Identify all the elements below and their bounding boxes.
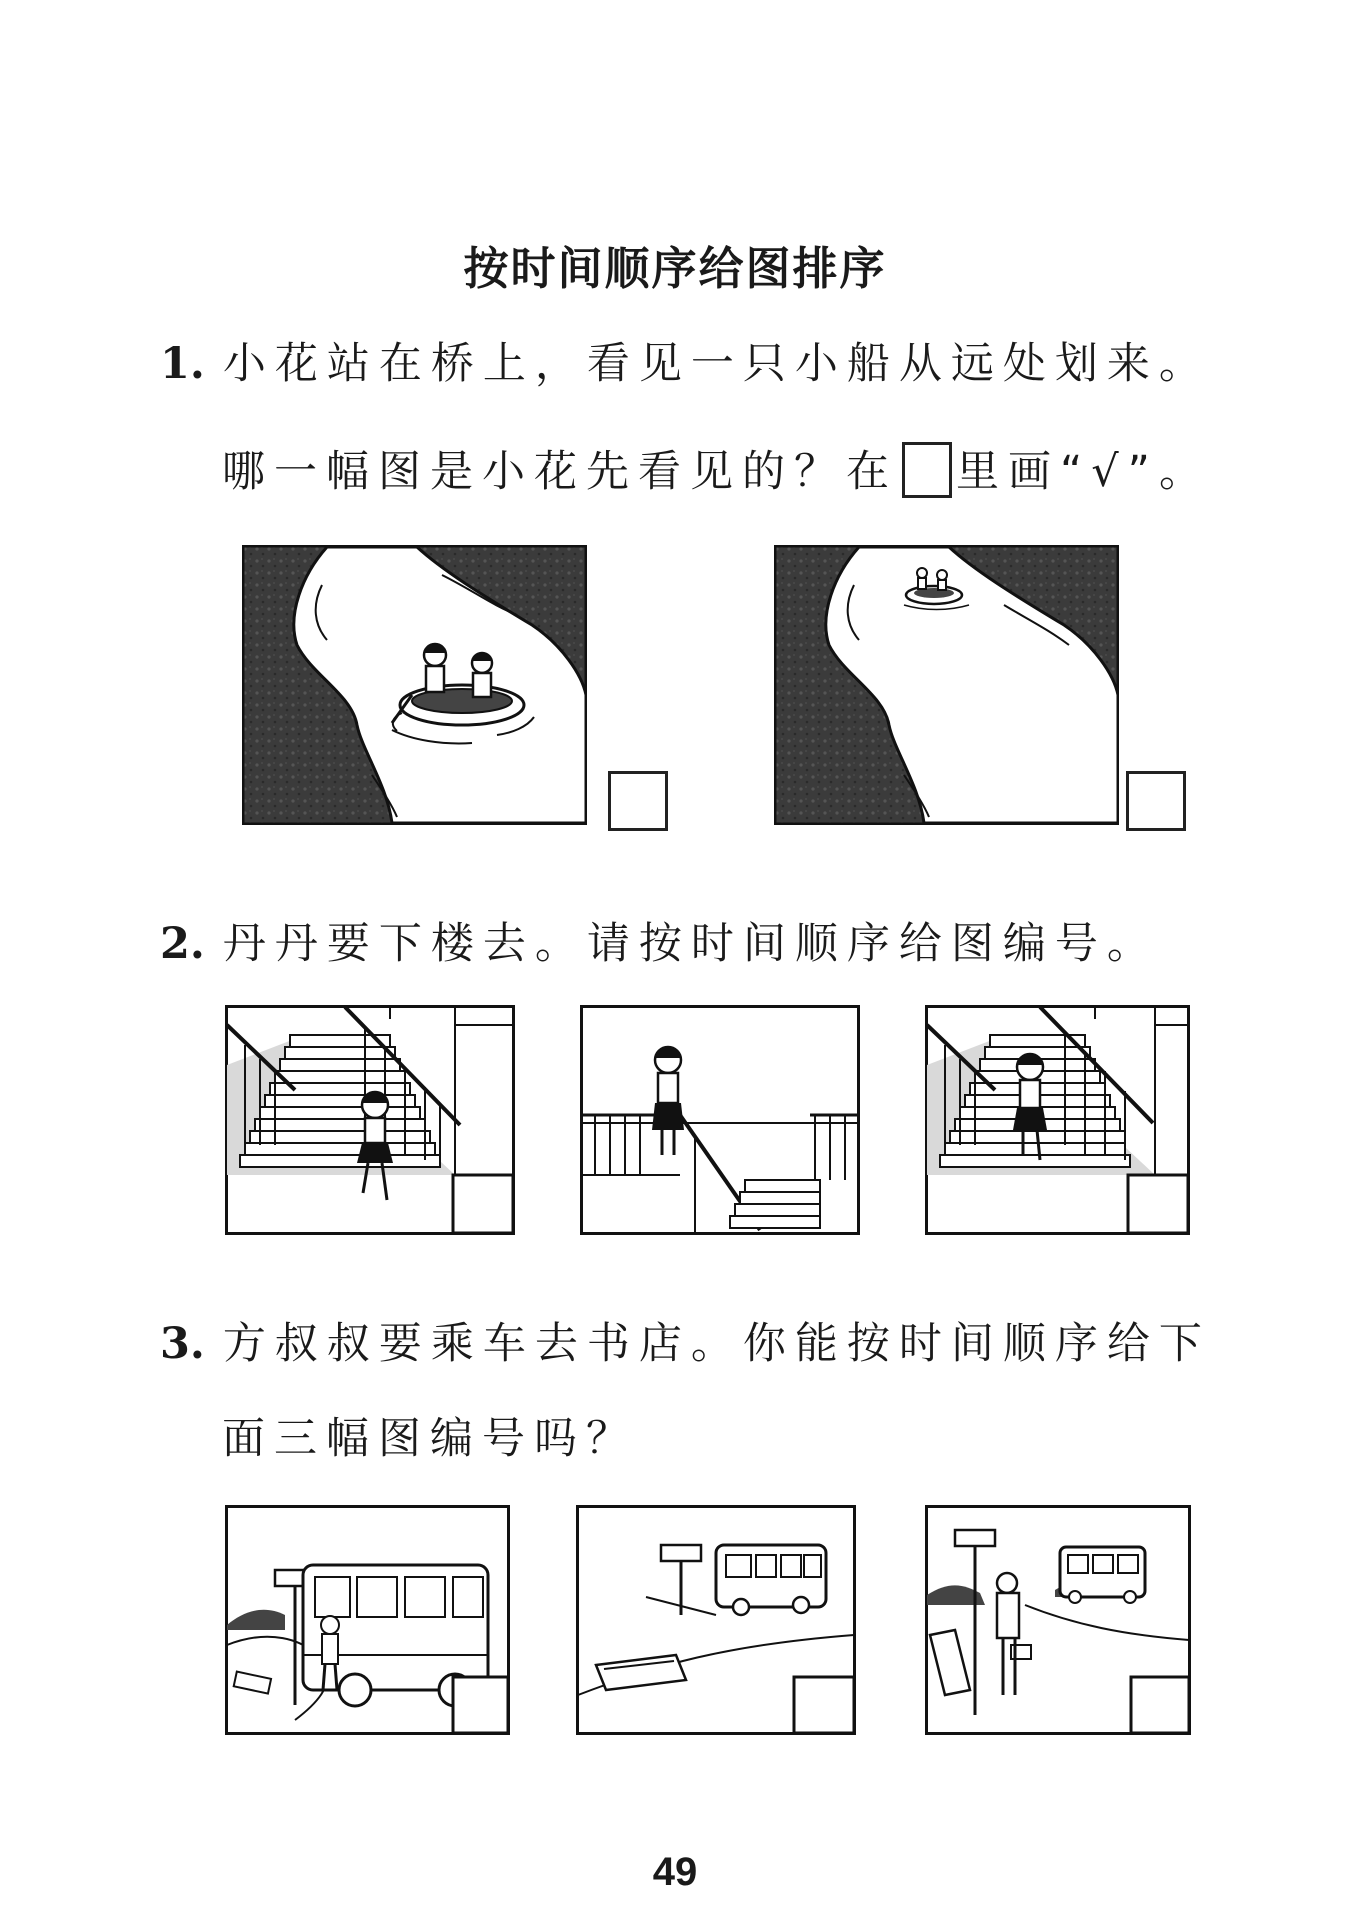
question-1-number: 1. (160, 339, 205, 389)
answer-box-boat-far[interactable] (1126, 771, 1186, 831)
answer-box-boat-near[interactable] (608, 771, 668, 831)
question-2-text: 丹丹要下楼去。请按时间顺序给图编号。 (222, 919, 1159, 969)
page-number: 49 (652, 1850, 698, 1894)
stairs-girl-middle-picture (925, 1005, 1190, 1235)
question-2-line-1 (160, 910, 1159, 971)
stairs-girl-top-picture (580, 1005, 860, 1235)
question-1-line-1 (160, 330, 1211, 391)
river-boat-near-picture (242, 545, 587, 825)
question-3-text: 方叔叔要乘车去书店。你能按时间顺序给下 (222, 1319, 1211, 1369)
question-1-instruction-b: 里画“√”。 (956, 447, 1211, 497)
question-3-line-2 (222, 1405, 638, 1466)
inline-answer-box-example (902, 442, 952, 498)
question-2-number: 2. (160, 919, 205, 969)
question-3-line-1 (160, 1310, 1211, 1371)
answer-box-stairs-1[interactable] (453, 1175, 515, 1235)
question-1-instruction-a: 哪一幅图是小花先看见的？在 (222, 447, 898, 497)
question-1-text: 小花站在桥上，看见一只小船从远处划来。 (222, 339, 1211, 389)
bus-boarding-picture (225, 1505, 510, 1735)
question-3-number: 3. (160, 1319, 205, 1369)
bus-waiting-picture (925, 1505, 1191, 1735)
question-1-line-2 (222, 438, 1211, 499)
river-boat-far-picture (774, 545, 1119, 825)
question-3-text-continued: 面三幅图编号吗？ (222, 1414, 638, 1464)
worksheet-title: 按时间顺序给图排序 (463, 242, 887, 295)
bus-arriving-picture (576, 1505, 856, 1735)
